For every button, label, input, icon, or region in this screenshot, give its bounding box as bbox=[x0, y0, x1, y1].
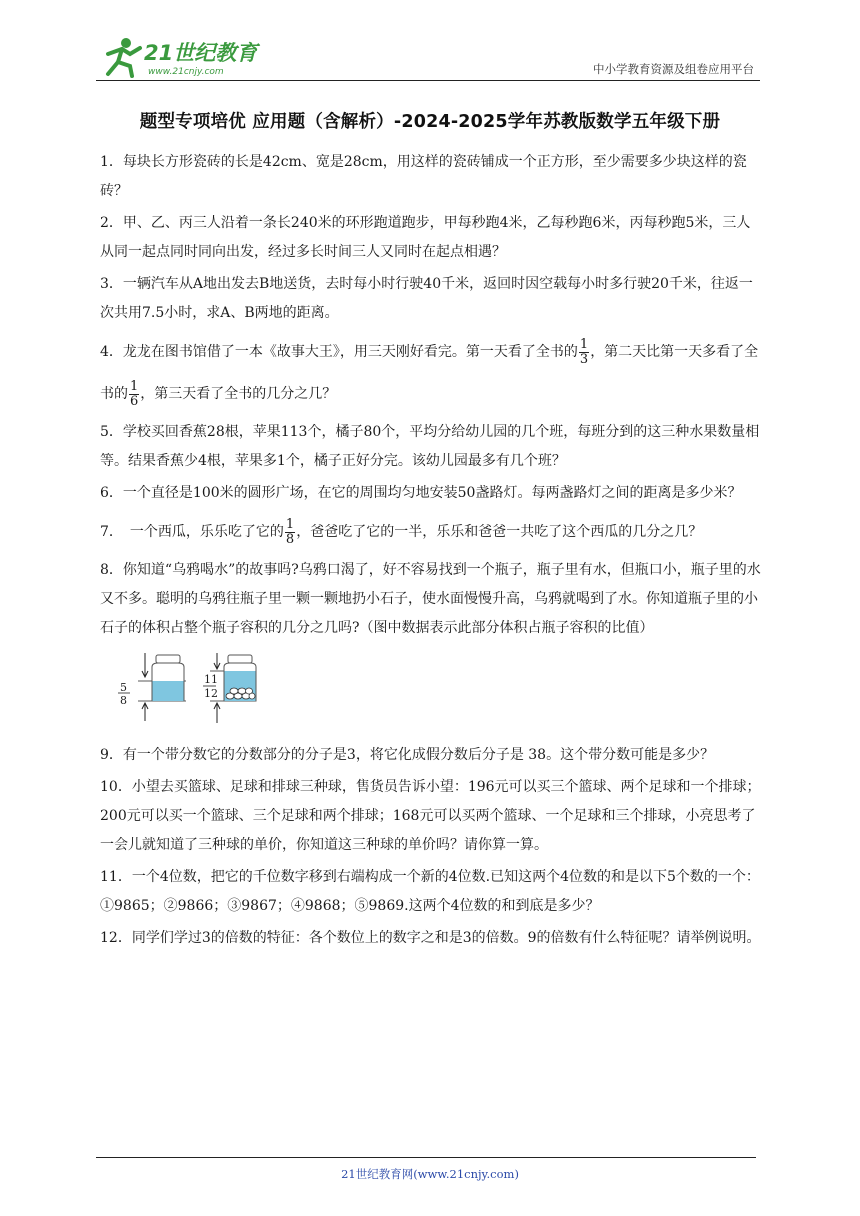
question-4-text-2: ，第二天比第一天多看了全书的 bbox=[100, 344, 759, 402]
footer-text: 21世纪教育网(www.21cnjy.com) bbox=[341, 1167, 519, 1181]
question-1: 1．每块长方形瓷砖的长是42cm、宽是28cm，用这样的瓷砖铺成一个正方形，至少需要多少块这样的瓷砖？ bbox=[100, 154, 747, 199]
question-7-text-1: 7． 一个西瓜，乐乐吃了它的 bbox=[100, 524, 284, 540]
logo bbox=[96, 34, 266, 82]
question-3: 3．一辆汽车从A地出发去B地送货，去时每小时行驶40千米，返回时因空载每小时多行驶20千米，往返一次共用7.5小时，求A、B两地的距离。 bbox=[100, 276, 753, 321]
question-12: 12．同学们学过3的倍数的特征：各个数位上的数字之和是3的倍数。9的倍数有什么特征呢？请举例说明。 bbox=[100, 930, 761, 946]
platform-name: 中小学教育资源及组卷应用平台 bbox=[593, 62, 754, 76]
fraction-one-eighth: $\frac{1}{8}$ bbox=[285, 516, 295, 547]
logo-url-text: www.21cnjy.com bbox=[148, 67, 224, 77]
question-9: 9．有一个带分数它的分数部分的分子是3，将它化成假分数后分子是 38。这个带分数可能是多少？ bbox=[100, 747, 715, 763]
question-4 bbox=[100, 331, 764, 415]
page-header bbox=[96, 34, 760, 84]
stones-icon bbox=[226, 688, 255, 699]
runner-head-icon bbox=[121, 38, 131, 48]
question-11: 11．一个4位数，把它的千位数字移到右端构成一个新的4位数.已知这两个4位数的和是以下5个数的一个：①9865；②9866；③9867；④9868；⑤9869.这两个4位数的和到底是多少？ bbox=[100, 869, 760, 914]
question-7-text-2: ，爸爸吃了它的一半，乐乐和爸爸一共吃了这个西瓜的几分之几？ bbox=[296, 524, 703, 540]
header-divider bbox=[96, 80, 760, 81]
logo-text: 21世纪教育 bbox=[144, 41, 258, 65]
left-fraction-denominator: 8 bbox=[120, 694, 127, 707]
question-10: 10．小望去买篮球、足球和排球三种球，售货员告诉小望：196元可以买三个篮球、两个足球和一个排球；200元可以买一个篮球、三个足球和两个排球；168元可以买两个篮球、一个足球和三个排球，小亮思考了一会儿就知道了三种球的单价，你知道这三种球的单价吗？请你算一算。 bbox=[100, 779, 761, 853]
left-fraction-numerator: 5 bbox=[120, 681, 127, 694]
question-5: 5．学校买回香蕉28根，苹果113个，橘子80个，平均分给幼儿园的几个班，每班分到的这三种水果数量相等。结果香蕉少4根，苹果多1个，橘子正好分完。该幼儿园最多有几个班？ bbox=[100, 424, 760, 469]
fraction-one-sixth: $\frac{1}{6}$ bbox=[130, 378, 139, 409]
right-fraction-numerator: 11 bbox=[204, 673, 218, 686]
question-6: 6．一个直径是100米的圆形广场，在它的周围均匀地安装50盏路灯。每两盏路灯之间的距离是多少米？ bbox=[100, 485, 742, 501]
question-8: 8．你知道“乌鸦喝水”的故事吗?乌鸦口渴了，好不容易找到一个瓶子，瓶子里有水，但瓶口小，瓶子里的水又不多。聪明的乌鸦往瓶子里一颗一颗地扔小石子，使水面慢慢升高，乌鸦就喝到了水。你知道瓶子里的小石子的体积占整个瓶子容积的几分之几吗?（图中数据表示此部分体积占瓶子容积的比值） bbox=[100, 562, 761, 636]
fraction-one-third: $\frac{1}{3}$ bbox=[579, 336, 589, 367]
crow-bottle-figure bbox=[116, 649, 286, 729]
footer-divider bbox=[96, 1157, 756, 1158]
question-4-text-1: 4．龙龙在图书馆借了一本《故事大王》，用三天刚好看完。第一天看了全书的 bbox=[100, 344, 578, 360]
question-4-text-3: ，第三天看了全书的几分之几？ bbox=[140, 386, 337, 402]
bottle-water-only bbox=[118, 653, 186, 721]
question-7 bbox=[100, 511, 764, 553]
water-fill bbox=[153, 681, 184, 701]
question-2: 2．甲、乙、丙三人沿着一条长240米的环形跑道跑步，甲每秒跑4米，乙每秒跑6米，丙每秒跑5米，三人从同一起点同时同向出发，经过多长时间三人又同时在起点相遇？ bbox=[100, 215, 751, 260]
question-list bbox=[100, 148, 764, 953]
document-title: 题型专项培优 应用题（含解析）-2024-2025学年苏教版数学五年级下册 bbox=[139, 112, 721, 132]
bottle-with-stones bbox=[203, 653, 256, 723]
right-fraction-denominator: 12 bbox=[204, 687, 218, 700]
